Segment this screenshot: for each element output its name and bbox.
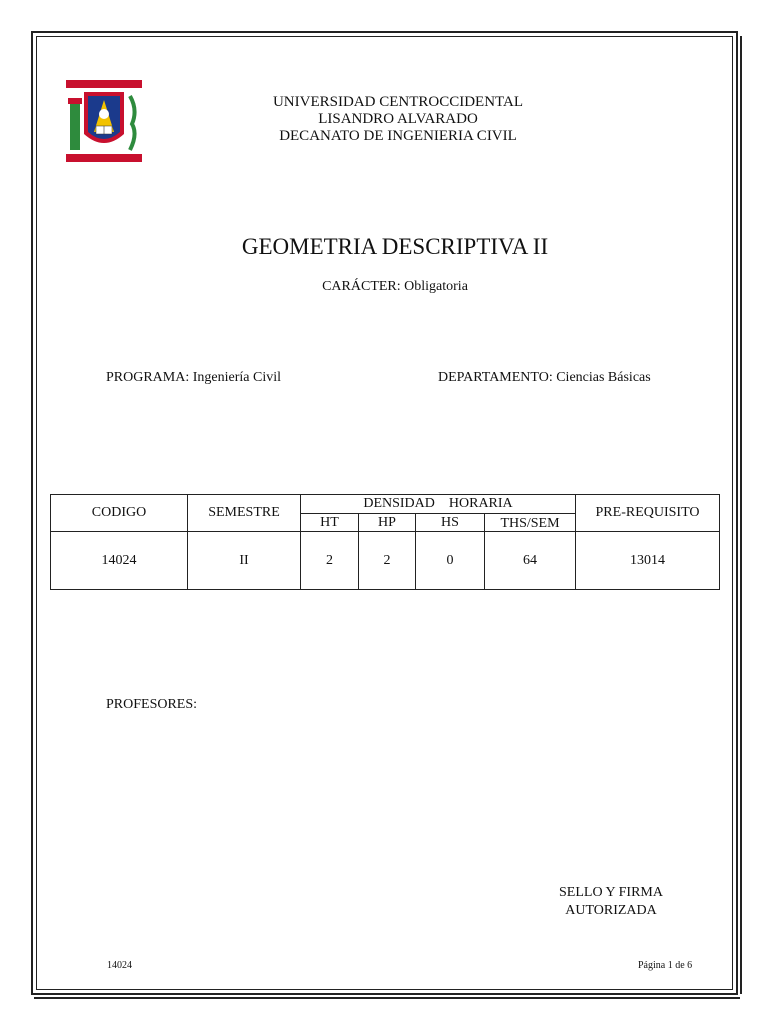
signature-line1: SELLO Y FIRMA	[559, 885, 663, 900]
cell-prerequisito: 13014	[576, 532, 720, 590]
cell-hp: 2	[359, 532, 416, 590]
course-character: CARÁCTER: Obligatoria	[322, 279, 468, 294]
header-prerequisito: PRE-REQUISITO	[576, 495, 720, 532]
page-border-shadow-bottom	[34, 997, 740, 999]
program-label: PROGRAMA: Ingeniería Civil	[106, 370, 281, 385]
department-label: DEPARTAMENTO: Ciencias Básicas	[438, 370, 651, 385]
cell-codigo: 14024	[51, 532, 188, 590]
university-header	[240, 94, 556, 145]
page-border-shadow-right	[740, 36, 742, 994]
signature-line2: AUTORIZADA	[565, 903, 657, 918]
university-subname: LISANDRO ALVARADO	[318, 111, 478, 127]
header-hp: HP	[359, 514, 416, 532]
deanship-name: DECANATO DE INGENIERIA CIVIL	[279, 128, 517, 144]
header-semestre: SEMESTRE	[188, 495, 301, 532]
header-densidad-horaria: DENSIDAD HORARIA	[301, 495, 576, 514]
signature-block	[548, 884, 674, 920]
university-logo	[64, 78, 144, 164]
cell-hs: 0	[416, 532, 485, 590]
header-ht: HT	[301, 514, 359, 532]
header-hs: HS	[416, 514, 485, 532]
profesores-label: PROFESORES:	[106, 697, 198, 712]
cell-ht: 2	[301, 532, 359, 590]
header-codigo: CODIGO	[51, 495, 188, 532]
header-ths-sem: THS/SEM	[485, 514, 576, 532]
cell-ths-sem: 64	[485, 532, 576, 590]
university-name: UNIVERSIDAD CENTROCCIDENTAL	[272, 94, 524, 110]
cell-semestre: II	[188, 532, 301, 590]
course-info-table	[50, 494, 720, 590]
course-title: GEOMETRIA DESCRIPTIVA II	[241, 234, 549, 259]
footer-page-number: Página 1 de 6	[638, 960, 693, 971]
footer-code: 14024	[107, 960, 132, 971]
